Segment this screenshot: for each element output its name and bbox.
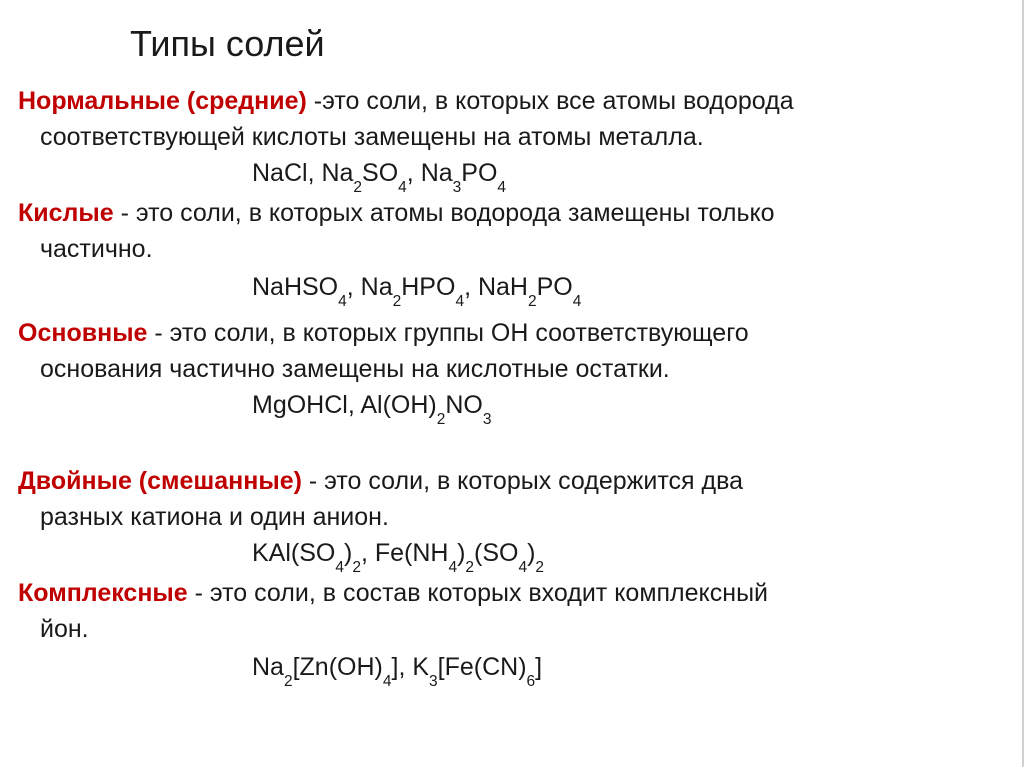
formula-subscript: 2 [283, 672, 293, 690]
formula-text: HPO [401, 273, 456, 301]
formula-subscript: 4 [382, 672, 392, 690]
formula-subscript: 2 [436, 410, 446, 428]
term-normal: Нормальные (средние) [18, 87, 307, 115]
term-basic: Основные [18, 319, 148, 347]
definition-double-line1 [18, 464, 743, 498]
formula-text: ] [535, 653, 543, 681]
formula-acid [252, 270, 582, 310]
formula-text: MgOHCl, Al(OH) [252, 391, 437, 419]
definition-double-text: - это соли, в которых содержится два [301, 467, 744, 495]
formula-text: ) [457, 539, 466, 567]
definition-normal-line2: соответствующей кислоты замещены на атомы металла. [40, 123, 704, 151]
definition-complex-line1 [18, 576, 768, 610]
definition-complex-text: - это соли, в состав которых входит комплексный [187, 579, 769, 607]
formula-text: NaCl, Na [252, 159, 354, 187]
definition-basic-text: - это соли, в которых группы ОН соответствующего [147, 319, 749, 347]
term-acid: Кислые [18, 199, 114, 227]
definition-acid-text: - это соли, в которых атомы водорода замещены только [113, 199, 775, 227]
formula-text: , Na [406, 159, 453, 187]
formula-subscript: 6 [526, 672, 536, 690]
formula-text: NaHSO [252, 273, 339, 301]
formula-normal [252, 156, 507, 196]
formula-text: ], K [391, 653, 430, 681]
definition-basic-line1 [18, 316, 749, 350]
definition-acid-line1 [18, 196, 775, 230]
formula-complex [252, 650, 543, 690]
formula-text: [Fe(CN) [437, 653, 527, 681]
formula-subscript: 2 [352, 558, 361, 576]
definition-normal-text: -это соли, в которых все атомы водорода [306, 87, 794, 115]
formula-subscript: 4 [497, 178, 507, 196]
formula-basic [252, 388, 492, 428]
formula-text: KAl(SO [252, 539, 336, 567]
formula-text: SO [362, 159, 399, 187]
formula-subscript: 3 [452, 178, 462, 196]
formula-text: PO [536, 273, 573, 301]
formula-text: , Na [346, 273, 393, 301]
formula-subscript: 2 [392, 292, 402, 310]
definition-acid-line2: частично. [40, 235, 153, 263]
formula-text: NO [445, 391, 483, 419]
formula-subscript: 4 [455, 292, 465, 310]
formula-text: , NaH [464, 273, 528, 301]
formula-text: [Zn(OH) [292, 653, 383, 681]
formula-text: PO [461, 159, 498, 187]
formula-text: ) [527, 539, 536, 567]
term-double: Двойные (смешанные) [18, 467, 302, 495]
formula-subscript: 3 [429, 672, 438, 690]
slide-title: Типы солей [130, 23, 325, 64]
definition-basic-line2: основания частично замещены на кислотные остатки. [40, 355, 670, 383]
formula-subscript: 4 [572, 292, 582, 310]
formula-subscript: 2 [465, 558, 475, 576]
formula-subscript: 4 [448, 558, 458, 576]
formula-text: ) [343, 539, 353, 567]
formula-subscript: 2 [353, 178, 363, 196]
formula-subscript: 4 [338, 292, 347, 310]
definition-normal-line1 [18, 84, 794, 118]
formula-subscript: 2 [535, 558, 545, 576]
definition-complex-line2: йон. [40, 615, 89, 643]
formula-subscript: 4 [335, 558, 344, 576]
formula-text: , Fe(NH [360, 539, 449, 567]
formula-double [252, 536, 545, 576]
formula-text: Na [252, 653, 284, 681]
formula-text: (SO [474, 539, 519, 567]
formula-subscript: 2 [527, 292, 537, 310]
formula-subscript: 3 [482, 410, 492, 428]
definition-double-line2: разных катиона и один анион. [40, 503, 389, 531]
term-complex: Комплексные [18, 579, 188, 607]
formula-subscript: 4 [518, 558, 528, 576]
formula-subscript: 4 [398, 178, 407, 196]
